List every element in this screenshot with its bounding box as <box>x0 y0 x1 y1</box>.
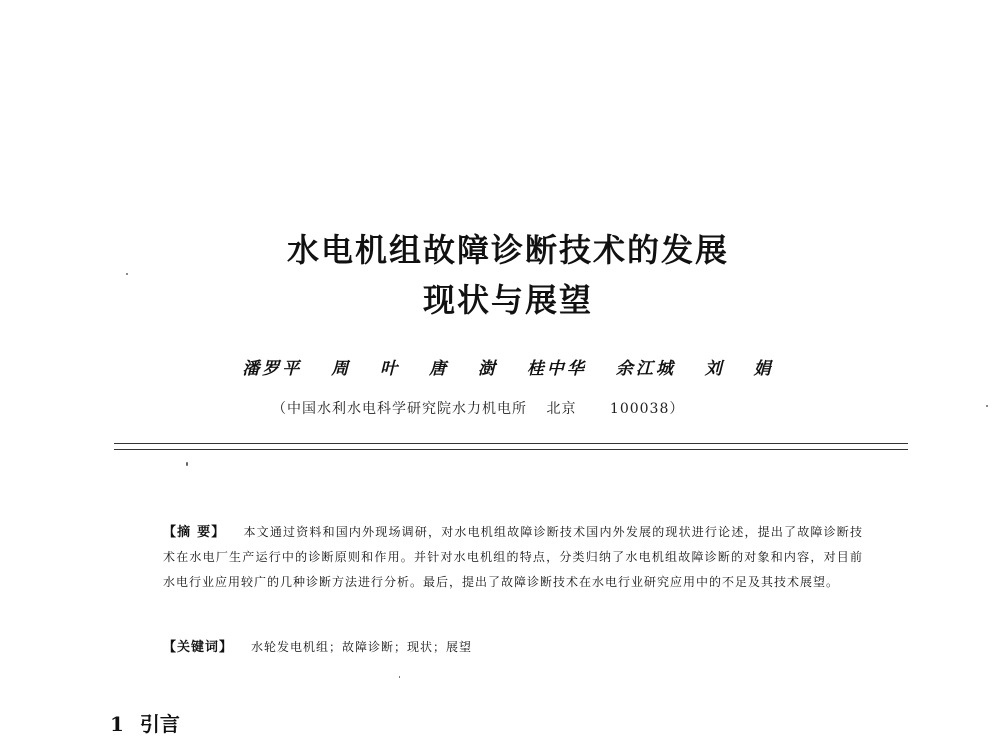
section-heading <box>110 708 180 737</box>
author-list: 潘罗平 周 叶 唐 澍 桂中华 余江城 刘 娟 <box>242 359 774 379</box>
scan-speck <box>126 273 128 275</box>
abstract-text: 本文通过资料和国内外现场调研，对水电机组故障诊断技术国内外发展的现状进行论述，提出了故障诊断技术在水电厂生产运行中的诊断原则和作用。并针对水电机组的特点，分类归纳了水电机组故障诊断的对象和内容，对目前水电行业应用较广的几种诊断方法进行分析。最后，提出了故障诊断技术在水电行业研究应用中的不足及其技术展望。 <box>163 525 863 589</box>
paper-title-line-2: 现状与展望 <box>422 281 593 319</box>
affiliation-zip: 100038） <box>609 401 685 417</box>
scan-speck <box>986 405 988 407</box>
header-divider-top <box>114 443 908 444</box>
scan-speck <box>186 462 188 466</box>
scan-speck <box>399 676 400 678</box>
section-title: 引言 <box>139 712 180 736</box>
affiliation <box>272 398 684 418</box>
affiliation-org: （中国水利水电科学研究院水力机电所 <box>272 401 527 417</box>
header-divider-bottom <box>114 449 908 450</box>
abstract-label: 【摘 要】 <box>163 525 226 540</box>
keywords-text: 水轮发电机组；故障诊断；现状；展望 <box>251 640 473 654</box>
affiliation-city: 北京 <box>546 401 577 417</box>
paper-title-line-1: 水电机组故障诊断技术的发展 <box>286 231 729 269</box>
keywords <box>163 636 472 655</box>
section-number: 1 <box>110 712 124 736</box>
abstract <box>163 520 863 595</box>
keywords-label: 【关键词】 <box>163 640 234 655</box>
